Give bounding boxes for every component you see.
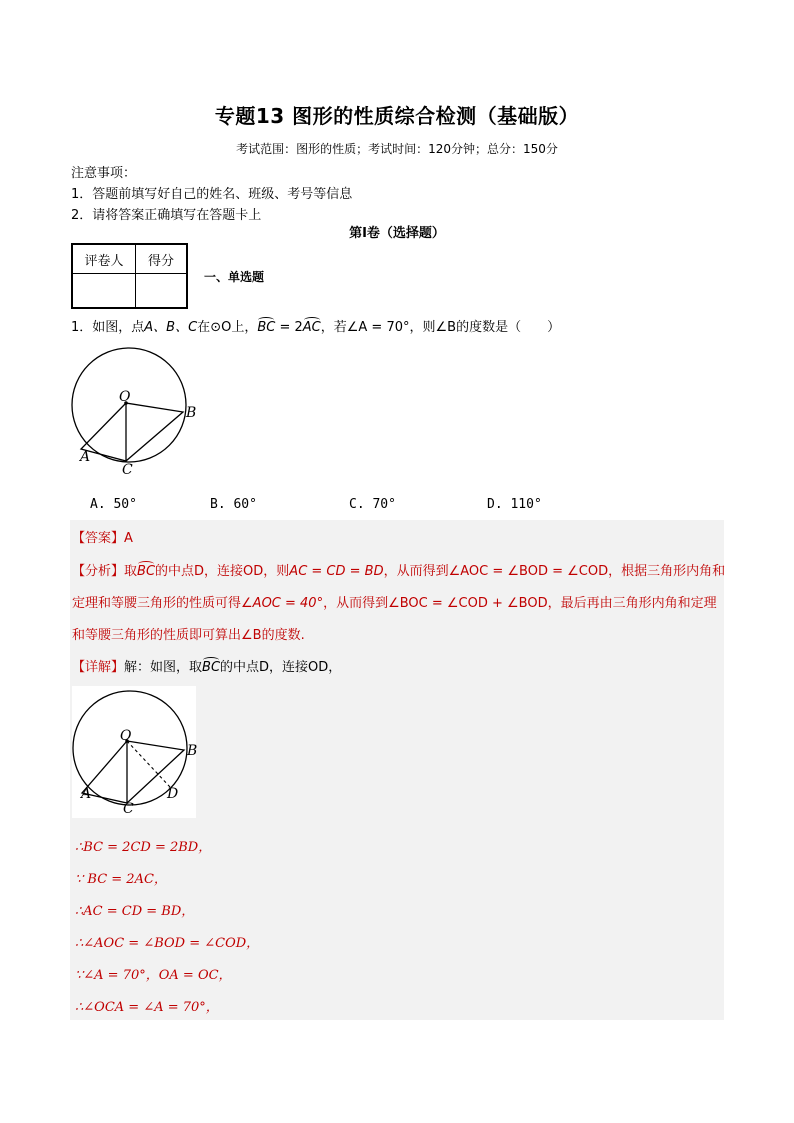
dashed-od bbox=[127, 741, 170, 787]
arc-bc: BC bbox=[257, 320, 276, 335]
question-text: 上， bbox=[231, 320, 258, 335]
score-table-header-grader: 评卷人 bbox=[72, 244, 136, 274]
arc-bc: BC bbox=[202, 660, 221, 675]
exam-info: 考试范围：图形的性质；考试时间：120分钟；总分：150分 bbox=[236, 142, 558, 156]
question-text: = 2 bbox=[275, 320, 303, 335]
analysis-text: 和等腰三角形的性质即可算出∠B的度数. bbox=[72, 628, 305, 643]
step-6: ∴∠OCA = ∠A = 70°， bbox=[75, 1000, 219, 1015]
analysis-equation: AC = CD = BD bbox=[289, 564, 384, 579]
score-table-cell bbox=[72, 274, 136, 309]
option-value: 110° bbox=[510, 497, 542, 512]
option-d[interactable] bbox=[487, 497, 542, 512]
step-4: ∴∠AOC = ∠BOD = ∠COD， bbox=[75, 936, 260, 951]
notes-heading: 注意事项： bbox=[71, 166, 137, 181]
analysis-line-3 bbox=[72, 624, 305, 643]
option-a[interactable] bbox=[90, 497, 137, 512]
arc-bc: BC bbox=[137, 564, 156, 579]
analysis-line-2 bbox=[72, 592, 717, 611]
analysis-text: ，从而得到∠BOC = ∠COD + ∠BOD，最后再由三角形内角和定理 bbox=[323, 596, 717, 611]
option-key: B. bbox=[210, 497, 226, 512]
page-title: 专题13 图形的性质综合检测（基础版） bbox=[214, 104, 580, 128]
label-d: D bbox=[167, 786, 179, 802]
label-a: A bbox=[81, 786, 92, 802]
option-key: D. bbox=[487, 497, 503, 512]
question-text: 在 bbox=[197, 320, 211, 335]
detail-label: 【详解】 bbox=[72, 660, 125, 675]
analysis-text: 的中点D，连接OD，则 bbox=[155, 564, 290, 579]
question-circle: ⊙O bbox=[210, 320, 232, 335]
step-5: ∵∠A = 70°，OA = OC， bbox=[75, 968, 232, 983]
label-c: C bbox=[123, 801, 134, 817]
detail-line bbox=[72, 656, 341, 675]
score-table-header-score: 得分 bbox=[136, 244, 188, 274]
label-b: B bbox=[186, 405, 197, 421]
step-2: ∵ BC = 2AC， bbox=[75, 872, 167, 887]
note-item-1: 1．答题前填写好自己的姓名、班级、考号等信息 bbox=[71, 187, 353, 202]
part-title: 一、单选题 bbox=[204, 270, 265, 284]
detail-text: 解：如图，取 bbox=[124, 660, 203, 675]
option-b[interactable] bbox=[210, 497, 257, 512]
question-text: ，若∠A = 70°，则∠B的度数是（ ） bbox=[320, 320, 561, 335]
option-value: 50° bbox=[113, 497, 137, 512]
label-c: C bbox=[122, 462, 133, 478]
option-key: A. bbox=[90, 497, 106, 512]
circle-o bbox=[72, 348, 186, 462]
label-a: A bbox=[80, 449, 91, 465]
note-item-2: 2．请将答案正确填写在答题卡上 bbox=[71, 208, 262, 223]
label-o: O bbox=[120, 728, 132, 744]
analysis-text: ，从而得到∠AOC = ∠BOD = ∠COD，根据三角形内角和 bbox=[383, 564, 726, 579]
score-table-cell bbox=[136, 274, 188, 309]
question-text: 1．如图，点 bbox=[71, 320, 145, 335]
detail-text: 的中点D，连接OD， bbox=[220, 660, 342, 675]
option-key: C. bbox=[349, 497, 365, 512]
step-3: ∴AC = CD = BD， bbox=[75, 904, 195, 919]
analysis-line-1 bbox=[72, 560, 725, 579]
question-points: A、B、C bbox=[144, 320, 198, 335]
option-value: 70° bbox=[372, 497, 396, 512]
label-b: B bbox=[187, 743, 198, 759]
option-value: 60° bbox=[233, 497, 257, 512]
answer-line bbox=[72, 527, 133, 546]
answer-value: A bbox=[124, 531, 133, 546]
step-1: ∴BC = 2CD = 2BD， bbox=[75, 840, 212, 855]
analysis-text: 取 bbox=[124, 564, 138, 579]
label-o: O bbox=[119, 389, 131, 405]
option-c[interactable] bbox=[349, 497, 396, 512]
question-1-stem bbox=[71, 316, 560, 335]
section-title: 第I卷（选择题） bbox=[349, 226, 445, 241]
arc-ac: AC bbox=[302, 320, 321, 335]
analysis-label: 【分析】 bbox=[72, 564, 125, 579]
answer-label: 【答案】 bbox=[72, 531, 125, 546]
analysis-text: 定理和等腰三角形的性质可得 bbox=[72, 596, 242, 611]
score-table bbox=[71, 243, 188, 309]
detail-figure bbox=[66, 686, 206, 822]
analysis-equation: ∠AOC = 40° bbox=[241, 596, 324, 611]
question-1-figure bbox=[66, 344, 206, 480]
